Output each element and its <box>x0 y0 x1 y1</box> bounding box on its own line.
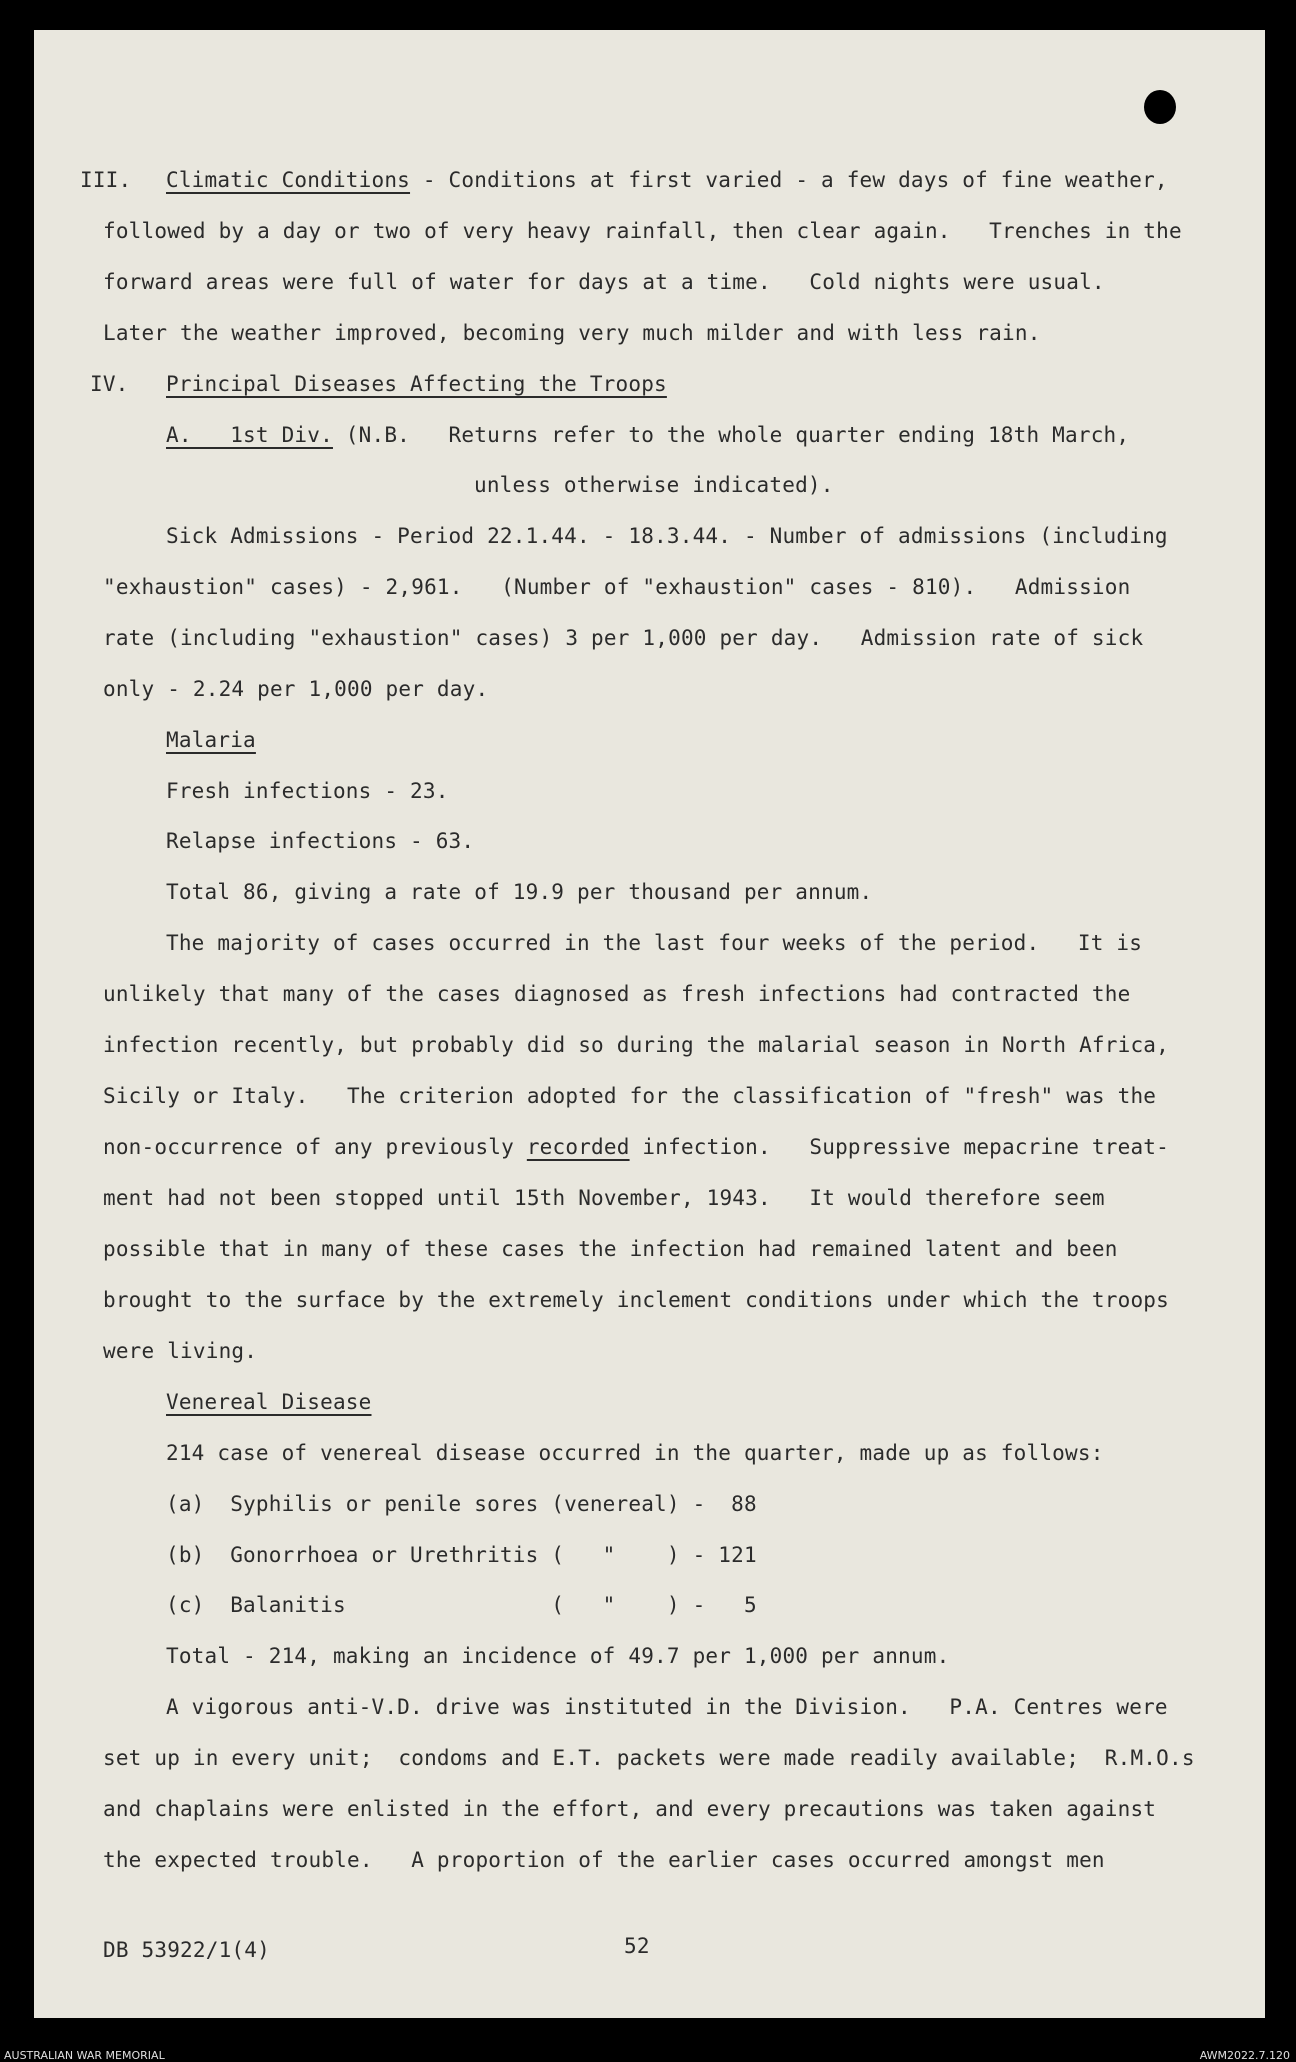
section-4-note-line-2: unless otherwise indicated). <box>474 473 834 497</box>
vd-heading: Venereal Disease <box>166 1390 372 1414</box>
vd-para-line-3: and chaplains were enlisted in the effort, and every precautions was taken against <box>103 1797 1157 1821</box>
section-3-line-3: forward areas were full of water for days at a time. Cold nights were usual. <box>103 270 1105 294</box>
malaria-para-line-6: ment had not been stopped until 15th November, 1943. It would therefore seem <box>103 1186 1105 1210</box>
section-3-heading: Climatic Conditions <box>166 168 411 192</box>
archive-name: AUSTRALIAN WAR MEMORIAL <box>4 2049 165 2062</box>
vd-total: Total - 214, making an incidence of 49.7 per 1,000 per annum. <box>166 1644 950 1668</box>
document-page <box>34 30 1265 2018</box>
vd-para-line-4: the expected trouble. A proportion of the earlier cases occurred amongst men <box>103 1848 1105 1872</box>
section-3-line-1-text: - Conditions at first varied - a few days of fine weather, <box>410 168 1168 192</box>
malaria-para-line-2: unlikely that many of the cases diagnosed as fresh infections had contracted the <box>103 982 1131 1006</box>
section-3-line-1 <box>166 166 1168 194</box>
section-3-line-2: followed by a day or two of very heavy rainfall, then clear again. Trenches in the <box>103 219 1182 243</box>
sick-admissions-line-2: "exhaustion" cases) - 2,961. (Number of "exhaustion" cases - 810). Admission <box>103 575 1131 599</box>
sick-admissions-line-1: Sick Admissions - Period 22.1.44. - 18.3.44. - Number of admissions (including <box>166 524 1168 548</box>
malaria-para-line-1: The majority of cases occurred in the last four weeks of the period. It is <box>166 931 1143 955</box>
malaria-para-line-5-b: infection. Suppressive mepacrine treat- <box>629 1135 1169 1159</box>
note-line-1-text: (N.B. Returns refer to the whole quarter ending 18th March, <box>332 423 1130 447</box>
malaria-para-line-7: possible that in many of these cases the infection had remained latent and been <box>103 1237 1118 1261</box>
vd-item-a: (a) Syphilis or penile sores (venereal) - 88 <box>166 1492 757 1516</box>
archive-id: AWM2022.7.120 <box>1199 2049 1290 2062</box>
vd-para-line-2: set up in every unit; condoms and E.T. packets were made readily available; R.M.O.s <box>103 1746 1195 1770</box>
document-reference: DB 53922/1(4) <box>103 1938 270 1962</box>
malaria-para-line-8: brought to the surface by the extremely inclement conditions under which the troops <box>103 1288 1169 1312</box>
malaria-para-line-3: infection recently, but probably did so during the malarial season in North Africa, <box>103 1033 1169 1057</box>
section-3-line-4: Later the weather improved, becoming very much milder and with less rain. <box>103 321 1041 345</box>
malaria-para-line-4: Sicily or Italy. The criterion adopted for the classification of "fresh" was the <box>103 1084 1157 1108</box>
malaria-para-line-5-a: non-occurrence of any previously <box>103 1135 527 1159</box>
malaria-para-line-5 <box>103 1133 1169 1161</box>
vd-item-b: (b) Gonorrhoea or Urethritis ( " ) - 121 <box>166 1543 757 1567</box>
section-4-number: IV. <box>90 372 129 396</box>
archive-footer <box>0 2035 1296 2061</box>
section-4-heading: Principal Diseases Affecting the Troops <box>166 372 667 396</box>
sick-admissions-line-4: only - 2.24 per 1,000 per day. <box>103 677 489 701</box>
vd-item-c: (c) Balanitis ( " ) - 5 <box>166 1593 757 1617</box>
malaria-relapse: Relapse infections - 63. <box>166 829 475 853</box>
page-number: 52 <box>624 1934 650 1958</box>
vd-intro: 214 case of venereal disease occurred in the quarter, made up as follows: <box>166 1441 1104 1465</box>
malaria-total: Total 86, giving a rate of 19.9 per thousand per annum. <box>166 880 873 904</box>
malaria-para-line-9: were living. <box>103 1339 258 1363</box>
sick-admissions-line-3: rate (including "exhaustion" cases) 3 per 1,000 per day. Admission rate of sick <box>103 626 1144 650</box>
recorded-underlined: recorded <box>526 1135 630 1159</box>
malaria-fresh: Fresh infections - 23. <box>166 779 449 803</box>
section-3-number: III. <box>80 168 132 192</box>
section-4-note-line-1 <box>166 421 1129 449</box>
malaria-heading: Malaria <box>166 728 256 752</box>
subsection-a-heading: A. 1st Div. <box>166 423 333 447</box>
vd-para-line-1: A vigorous anti-V.D. drive was instituted in the Division. P.A. Centres were <box>166 1695 1168 1719</box>
punch-hole <box>1144 90 1176 124</box>
